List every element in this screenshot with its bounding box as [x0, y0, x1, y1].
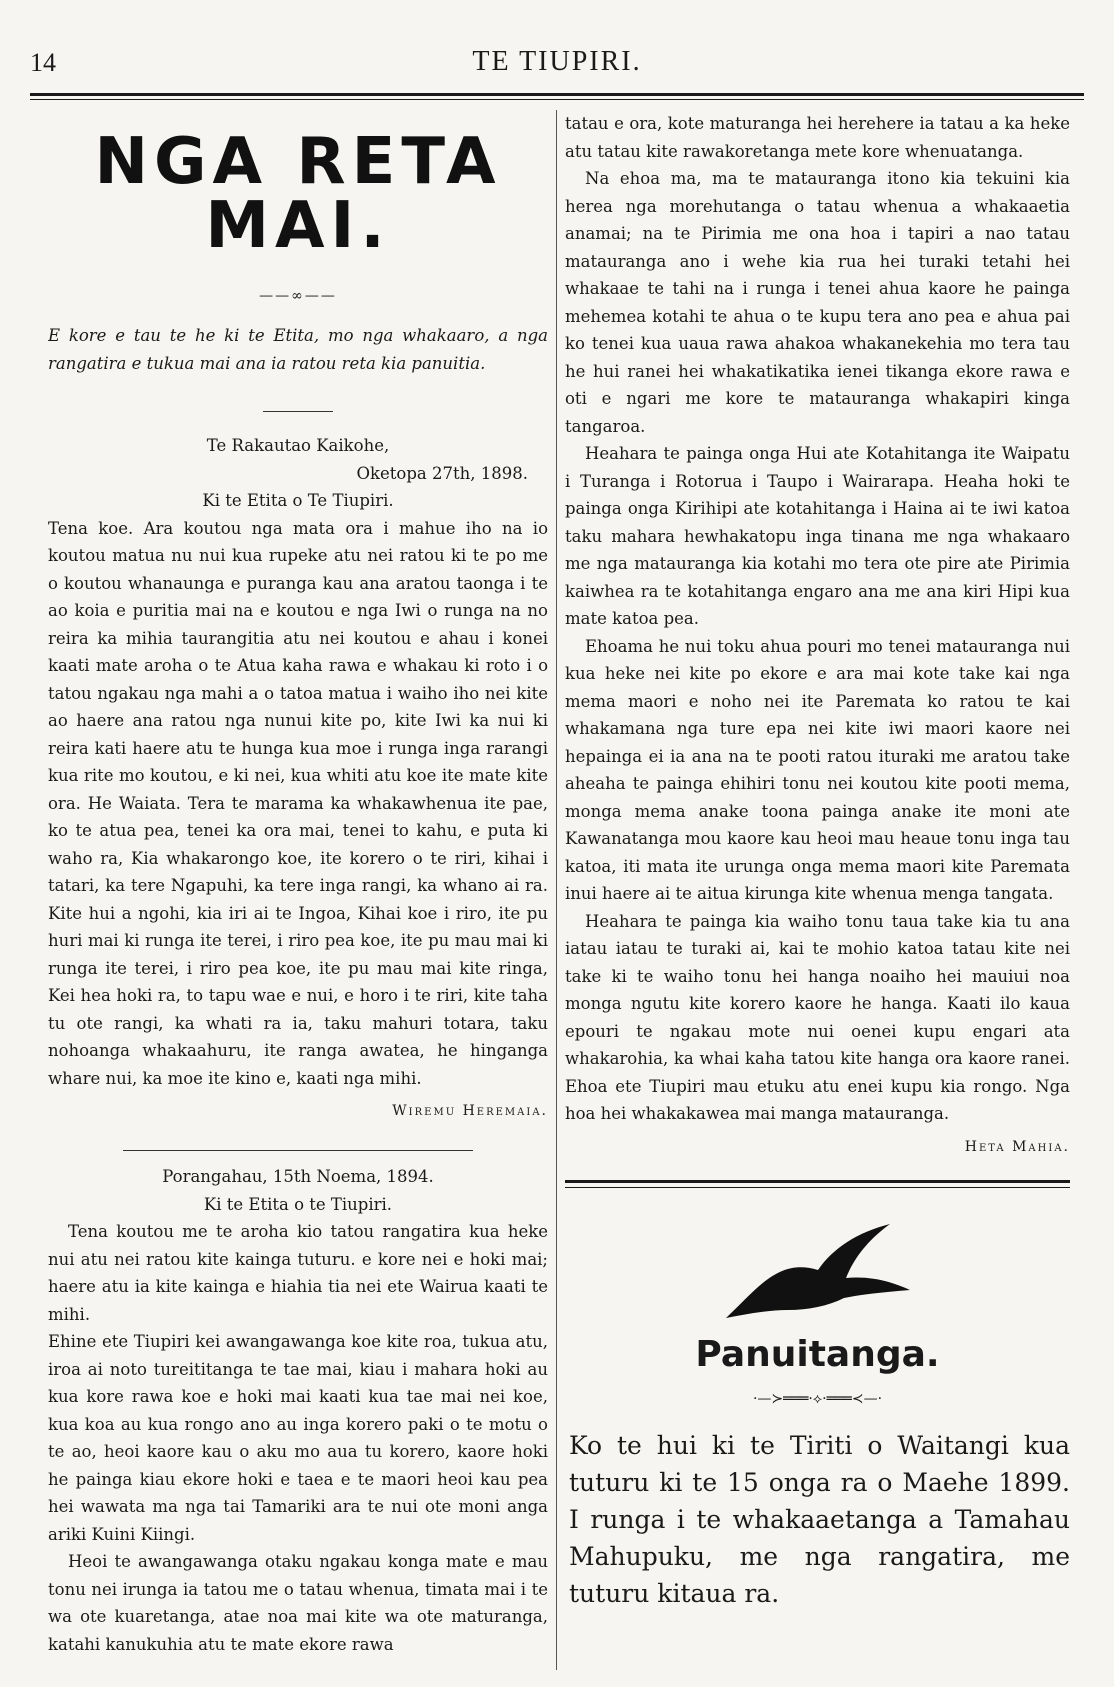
notice-rule-thick — [565, 1180, 1070, 1183]
notice-title: Panuitanga. — [695, 1333, 940, 1375]
left-column — [48, 110, 548, 1667]
letter-2 — [48, 1163, 548, 1658]
column-divider — [556, 110, 557, 1670]
letter-1-date: Oketopa 27th, 1898. — [356, 463, 528, 483]
notice-rule-thin — [565, 1187, 1070, 1188]
letter-2-paragraph-2: Ehine ete Tiupiri kei awangawanga koe kite roa, tukua atu, iroa ai noto tureititanga te tae mai, kiau i mahara hoki au kua kore rawa koe e hoki mai kaati kua tae mai nei koe, kua koa au kua rongo ano au inga korero paki o te motu o te ao, heoi kaore kau o aku mo aua tu korero, kaore hoki he painga kiau ekore hoki e taea e te maori heoi kau pea hei wawata ma nga tai Tamariki ara te nui ote moni anga ariki Kuini Kiingi. — [48, 1332, 548, 1544]
letter-2-salutation: Ki te Etita o te Tiupiri. — [203, 1194, 393, 1214]
running-title: TE TIUPIRI. — [472, 46, 642, 77]
header-rule — [30, 93, 1084, 96]
right-paragraph-5: Heahara te painga kia waiho tonu taua take kia tu ana iatau iatau te turaki ai, kai te mohio katoa tatau kite nei take ki te waiho tonu hei hanga noaiho hei mauiui noa monga ngutu kite korero kaore he hanga. Kaati ilo kaua epouri te ngakau mote nui oenei kupu engari ata whakarohia, ka whai kaha tatou kite hanga ora kaore ranei. Ehoa ete Tiupiri mau etuku atu enei kupu kia rongo. Nga hoa hei whakakawea mai manga matauranga. — [565, 911, 1070, 1123]
masthead-ornament: ——∞—— — [259, 288, 337, 304]
editor-disclaimer: E kore e tau te he ki te Etita, mo nga whakaaro, a nga rangatira e tukua mai ana ia ratou reta kia panuitia. — [48, 326, 548, 373]
letter-separator — [123, 1150, 473, 1151]
letter-2-continuation: tatau e ora, kote maturanga hei herehere ia tatau a ka heke atu tatau kite rawakoretanga mete kore whenuatanga. — [565, 114, 1070, 161]
letter-2-paragraph-3: Heoi te awangawanga otaku ngakau konga mate e mau tonu nei irunga ia tatou me o tatau whenua, timata mai i te wa ote kuaretanga, atae noa mai kite wa ote maturanga, katahi kanukuhia atu te mate ekore rawa — [48, 1552, 548, 1654]
section-masthead: NGA RETA MAI. — [94, 125, 502, 263]
right-column — [565, 110, 1070, 1667]
letter-1-signature: Wiremu Heremaia. — [392, 1103, 548, 1119]
header-rule-thin — [30, 99, 1084, 100]
letter-1-body: Tena koe. Ara koutou nga mata ora i mahue iho na io koutou matua nu nui kua rupeke atu nei ratou ki te po me o koutou whanaunga e puranga kau ana aratou taonga i te ao koia e puritia mai na e koutou e nga Iwi o runga na no reira ka mihia taurangitia atu nei koutou e ahau i konei kaati mate aroha o te Atua kaha rawa e whakau ki roto i o tatou ngakau nga mahi a o tatoa matua i waiho iho nei kite ao haere ana ratou nga nunui kite po, kite Iwi ka nui ki reira kati haere atu te hunga kua moe i runga inga rarangi kua rite mo koutou, e ki nei, kua whiti atu koe ite mate kite ora. He Waiata. Tera te marama ka whakawhenua ite pae, ko te atua pea, tenei ka ora mai, tenei to kahu, e puta ki waho ra, Kia whakarongo koe, ite korero o te riri, kihai i tatari, ka tere Ngapuhi, ka tere inga rangi, ka whano ai ra. Kite hui a ngohi, kia iri ai te Ingoa, Kihai koe i riro, ite pu huri mai ki runga ite terei, i riro pea koe, ite pu mau mai ki runga ite terei, i riro pea koe, ite pu mau mai kite ringa, Kei hea hoki ra, to tapu wae e nui, e horo i te riri, kite taha tu ote rangi, ka whati ra ia, taku mahuri totara, taku nohoanga whakaahuru, ite ranga awatea, he hinganga whare nui, ka moe ite kino e, kaati nga mihi. — [48, 518, 548, 1088]
swallow-icon — [718, 1218, 918, 1328]
section-rule — [263, 411, 333, 412]
right-paragraph-2: Na ehoa ma, ma te matauranga itono kia tekuini kia herea nga morehutanga o tatau whenua a whakaaetia anamai; na te Pirimia me ona hoa i tapiri a nao tatau matauranga ano i wehe kia rua hei turaki tetahi hei whakaae te tahi na i runga i tenei ahua kaore he painga mehemea kotahi te ahua o te kupu tera ano pea e ahua pai ko tenei kua uaua rawa ahakoa whakanekehia mo tera tau he hui ranei hei whakatikatika ienei tikanga ekore rawa e oti e ngari me kore te matauranga whakapiri kinga tangaroa. — [565, 169, 1070, 436]
letter-2-place-date: Porangahau, 15th Noema, 1894. — [162, 1167, 434, 1186]
letter-2-signature: Heta Mahia. — [964, 1138, 1070, 1155]
right-paragraph-4: Ehoama he nui toku ahua pouri mo tenei matauranga nui kua heke nei kite po ekore e ara mai kote take kai nga mema maori e noho nei ite Paremata ko ratou te kai whakamana nga ture epa nei kite iwi maori kaore nei hepainga ei ia ana na te pooti ratou ituraki me aratou take aheaha te painga ehihiri tonu nei koutou kite pooti mema, monga mema anake toona painga anake ite moni ate Kawanatanga mou kaore kau heoi mau heaue tonu inga tau katoa, iti mata ite urunga onga mema maori kite Paremata inui haere ai te aitua kirunga kite whenua menga tangata. — [565, 636, 1070, 903]
letter-2-paragraph-1: Tena koutou me te aroha kio tatou rangatira kua heke nui atu nei ratou kite kainga tuturu. e kore nei e hoki mai; haere atu ia kite kainga e hiahia tia nei ete Wairua kaati te mihi. — [48, 1222, 548, 1324]
notice-ornament: ·—≻═══·⟡·═══≺—· — [752, 1390, 883, 1407]
right-paragraph-3: Heahara te painga onga Hui ate Kotahitanga ite Waipatu i Turanga i Rotorua i Taupo i Wairarapa. Heaha hoki te painga onga Kirihipi ate kotahitanga i Haina ai te iwi katoa taku mahara hewhakatopu inga tinana me nga whakaaro me nga matauranga kia kotahi mo tera ote pire ate Pirimia kaiwhea ra te kotahitanga engaro ana me ana kiri Hipi kua mate katoa pea. — [565, 444, 1070, 628]
notice-body: Ko te hui ki te Tiriti o Waitangi kua tuturu ki te 15 onga ra o Maehe 1899. I runga i te whakaaetanga a Tamahau Mahupuku, me nga rangatira, me tuturu kitaua ra. — [569, 1430, 1070, 1608]
page-header — [30, 40, 1084, 80]
notice — [565, 1218, 1070, 1612]
letter-1 — [48, 432, 548, 1126]
letter-1-salutation: Ki te Etita o Te Tiupiri. — [202, 491, 394, 510]
letter-1-place: Te Rakautao Kaikohe, — [206, 436, 390, 455]
page-number: 14 — [30, 48, 56, 77]
